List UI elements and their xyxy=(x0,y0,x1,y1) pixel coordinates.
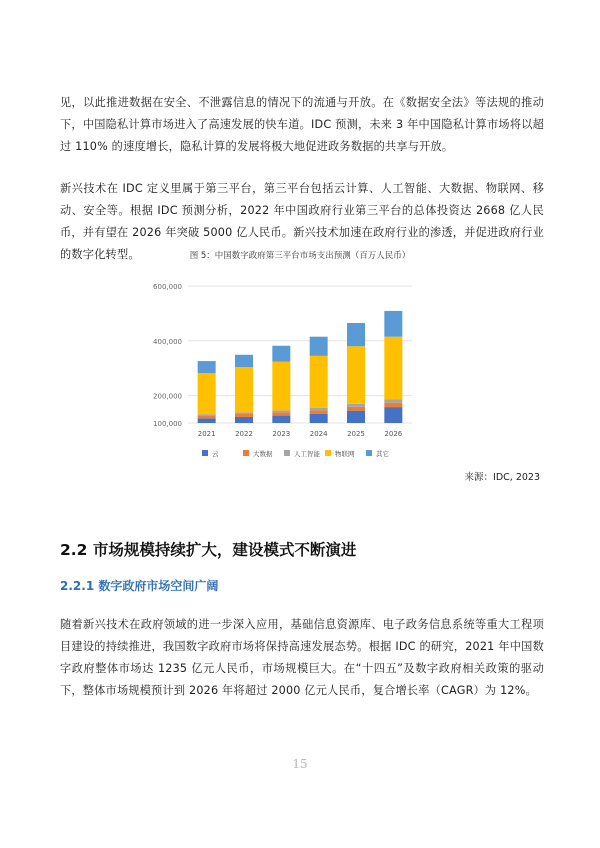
bar-segment xyxy=(384,311,402,337)
bar-segment xyxy=(347,411,365,423)
subsection-title: 2.2.1 数字政府市场空间广阔 xyxy=(60,579,219,593)
bar-segment xyxy=(272,410,290,412)
bar-chart xyxy=(140,268,420,464)
x-tick-label: 2023 xyxy=(272,430,291,438)
x-tick-label: 2024 xyxy=(309,430,328,438)
legend-label: 大数据 xyxy=(253,450,273,458)
legend-label: 其它 xyxy=(376,450,389,458)
section-title: 2.2 市场规模持续扩大，建设模式不断演进 xyxy=(60,541,357,559)
chart-x-axis xyxy=(198,430,403,438)
bar-segment xyxy=(198,416,216,419)
bar-segment xyxy=(235,414,253,417)
bar-segment xyxy=(235,417,253,423)
bar-segment xyxy=(384,407,402,423)
bar-segment xyxy=(198,361,216,373)
figure-source: 来源：IDC, 2023 xyxy=(464,472,540,483)
bar-segment xyxy=(310,408,328,410)
figure-caption: 图 5：中国数字政府第三平台市场支出预测（百万人民币） xyxy=(189,251,411,261)
legend-swatch xyxy=(325,450,331,456)
paragraph-market-size: 随着新兴技术在政府领域的进一步深入应用，基础信息资源库、电子政务信息系统等重大工程项目建设的持续推进，我国数字政府市场将保持高速发展态势。根据 IDC 的研究，2021 年中国数字政府整体市场达 1235 亿元人民币，市场规模巨大。在“十四五”及数字政府相关政策的驱动下，整体市场规模预计到 2026 年将超过 2000 亿元人民币，复合增长率（CAGR）为 12%。 xyxy=(60,618,544,697)
chart-bars xyxy=(198,311,403,423)
paragraph-third-platform: 新兴技术在 IDC 定义里属于第三平台，第三平台包括云计算、人工智能、大数据、物联网、移动、安全等。根据 IDC 预测分析，2022 年中国政府行业第三平台的总体投资达 2668 亿人民币，并有望在 2026 年突破 5000 亿人民币。新兴技术加速在政府行业的渗透，并促进政府行业的数字化转型。 xyxy=(60,182,544,261)
y-tick-label: 600,000 xyxy=(153,283,182,291)
bar-segment xyxy=(235,367,253,412)
legend-label: 人工智能 xyxy=(294,450,320,458)
x-tick-label: 2026 xyxy=(384,430,403,438)
bar-segment xyxy=(235,412,253,414)
chart-legend xyxy=(202,449,390,458)
y-tick-label: 400,000 xyxy=(153,337,182,346)
y-tick-label: 100,000 xyxy=(153,420,182,428)
legend-label: 物联网 xyxy=(335,450,355,458)
bar-segment xyxy=(310,414,328,423)
bar-segment xyxy=(310,356,328,408)
paragraph-intro: 见，以此推进数据在安全、不泄露信息的情况下的流通与开放。在《数据安全法》等法规的推动下，中国隐私计算市场进入了高速发展的快车道。IDC 预测，未来 3 年中国隐私计算市场将以超过 110% 的速度增长，隐私计算的发展将极大地促进政务数据的共享与开放。 xyxy=(60,96,544,153)
bar-segment xyxy=(347,404,365,407)
bar-segment xyxy=(347,407,365,411)
bar-segment xyxy=(272,346,290,362)
legend-swatch xyxy=(366,450,372,456)
x-tick-label: 2022 xyxy=(235,430,253,438)
bar-segment xyxy=(384,403,402,407)
legend-label: 云 xyxy=(212,450,219,458)
bar-segment xyxy=(310,410,328,414)
bar-segment xyxy=(347,323,365,346)
chart-gridlines xyxy=(188,286,412,423)
bar-segment xyxy=(272,412,290,415)
bar-segment xyxy=(272,416,290,423)
bar-segment xyxy=(198,418,216,423)
legend-swatch xyxy=(243,450,249,456)
bar-segment xyxy=(272,362,290,411)
bar-segment xyxy=(384,337,402,399)
bar-segment xyxy=(310,337,328,356)
bar-segment xyxy=(198,373,216,414)
y-tick-label: 200,000 xyxy=(153,392,182,401)
legend-swatch xyxy=(284,450,290,456)
bar-segment xyxy=(235,355,253,367)
chart-y-axis xyxy=(153,283,182,428)
bar-segment xyxy=(198,414,216,415)
bar-segment xyxy=(384,399,402,403)
legend-swatch xyxy=(202,450,208,456)
x-tick-label: 2025 xyxy=(347,430,365,438)
bar-segment xyxy=(347,346,365,404)
x-tick-label: 2021 xyxy=(197,430,216,438)
page-number: 15 xyxy=(292,757,308,771)
